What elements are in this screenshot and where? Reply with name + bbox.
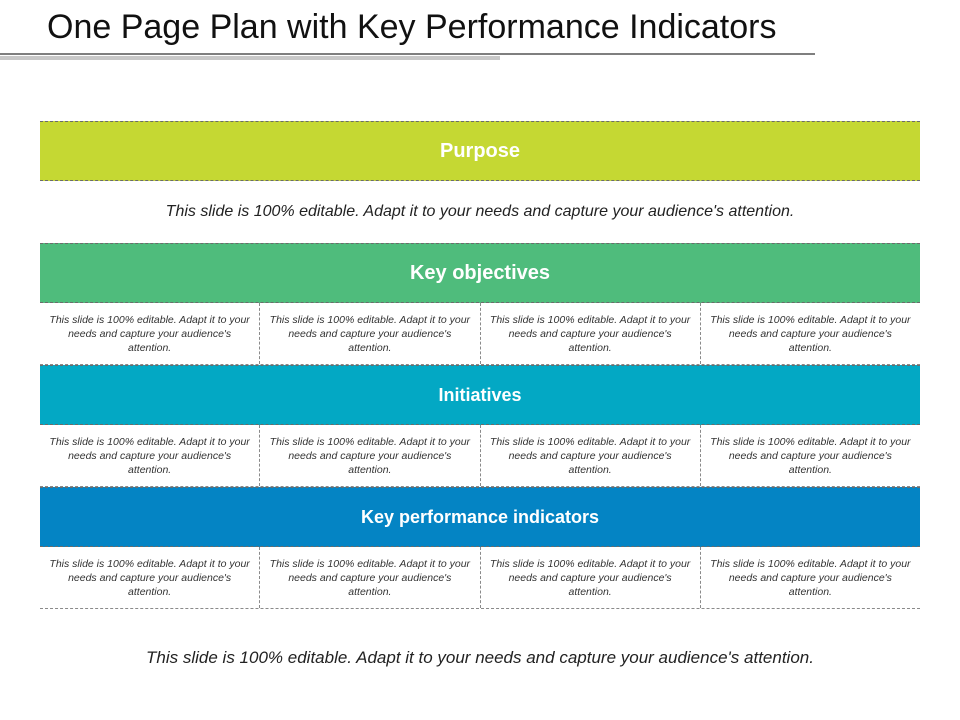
kpi-cell: This slide is 100% editable. Adapt it to your needs and capture your audience's attention.	[480, 547, 700, 608]
purpose-label: Purpose	[439, 139, 521, 162]
initiatives-cell: This slide is 100% editable. Adapt it to your needs and capture your audience's attention.	[49, 436, 250, 476]
objectives-cell: This slide is 100% editable. Adapt it to your needs and capture your audience's attention.	[259, 303, 479, 364]
initiatives-row	[40, 425, 920, 487]
title-underline-light	[0, 56, 500, 60]
objectives-label: Key objectives	[409, 261, 551, 284]
objectives-cell: This slide is 100% editable. Adapt it to your needs and capture your audience's attention.	[49, 314, 250, 354]
purpose-text: This slide is 100% editable. Adapt it to your needs and capture your audience's attention.	[165, 203, 795, 220]
title-underline-dark	[0, 53, 815, 55]
kpi-cell: This slide is 100% editable. Adapt it to your needs and capture your audience's attention.	[49, 558, 250, 598]
initiatives-header	[40, 365, 920, 425]
footer-note: This slide is 100% editable. Adapt it to your needs and capture your audience's attention.	[146, 648, 814, 667]
purpose-header	[40, 121, 920, 181]
objectives-row	[40, 303, 920, 365]
kpi-cell: This slide is 100% editable. Adapt it to your needs and capture your audience's attention.	[259, 547, 479, 608]
plan-table	[40, 121, 920, 609]
initiatives-label: Initiatives	[438, 384, 522, 405]
initiatives-cell: This slide is 100% editable. Adapt it to your needs and capture your audience's attention.	[700, 425, 920, 486]
kpi-label: Key performance indicators	[360, 506, 600, 527]
objectives-cell: This slide is 100% editable. Adapt it to your needs and capture your audience's attention.	[480, 303, 700, 364]
kpi-header	[40, 487, 920, 547]
kpi-cell: This slide is 100% editable. Adapt it to your needs and capture your audience's attention.	[700, 547, 920, 608]
page-title: One Page Plan with Key Performance Indicators	[47, 8, 777, 46]
initiatives-cell: This slide is 100% editable. Adapt it to your needs and capture your audience's attention.	[480, 425, 700, 486]
initiatives-cell: This slide is 100% editable. Adapt it to your needs and capture your audience's attention.	[259, 425, 479, 486]
kpi-row	[40, 547, 920, 609]
objectives-cell: This slide is 100% editable. Adapt it to your needs and capture your audience's attention.	[700, 303, 920, 364]
objectives-header	[40, 243, 920, 303]
